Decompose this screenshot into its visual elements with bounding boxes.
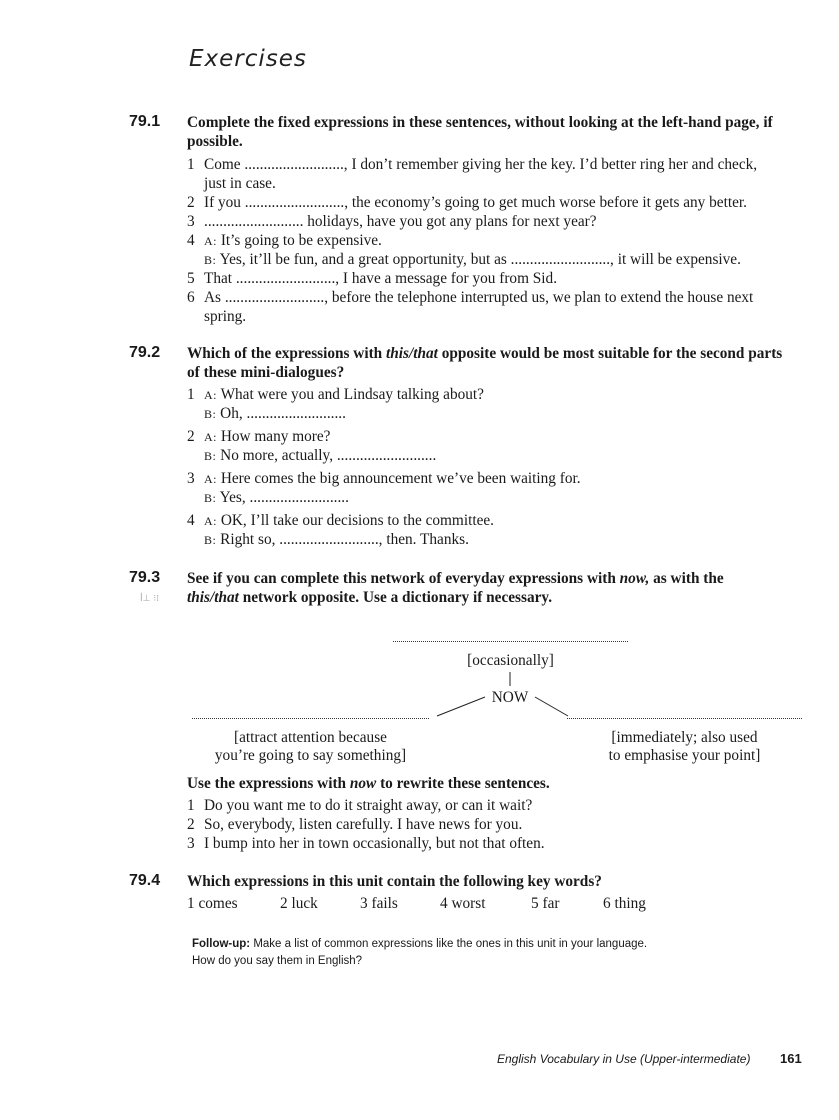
hint-left-2: you’re going to say something] bbox=[214, 747, 407, 764]
key-word: 3 fails bbox=[360, 895, 398, 912]
exercise-instruction: See if you can complete this network of everyday expressions with now, as with the this/that network opposite. Use a dictionary if necessary. bbox=[187, 570, 724, 606]
key-word: 6 thing bbox=[603, 895, 646, 912]
rewrite-instruction: Use the expressions with now to rewrite these sentences. bbox=[187, 775, 550, 792]
margin-icon: ꟾ⊥ ⁝⁞ bbox=[140, 594, 160, 604]
hint-right-1: [immediately; also used bbox=[611, 729, 758, 746]
page-number: 161 bbox=[780, 1051, 802, 1066]
network-center: NOW bbox=[491, 689, 529, 706]
list-item: 3 .......................... holidays, have you got any plans for next year? bbox=[187, 213, 597, 230]
key-word: 4 worst bbox=[440, 895, 486, 912]
footer-book-title: English Vocabulary in Use (Upper-intermediate) bbox=[497, 1052, 751, 1066]
hint-left-1: [attract attention because bbox=[234, 729, 387, 746]
list-item: 1 Come .........................., I don’t remember giving her the key. I’d better ring her and check, bbox=[187, 156, 758, 173]
hint-right-2: to emphasise your point] bbox=[608, 747, 761, 764]
exercise-instruction: Complete the fixed expressions in these sentences, without looking at the left-hand page, if possible. bbox=[187, 114, 773, 150]
dialogue-b: B: No more, actually, .......................... bbox=[204, 447, 437, 464]
follow-up: Follow-up: Make a list of common expressions like the ones in this unit in your language. How do you say them in English? bbox=[192, 938, 648, 967]
list-item-reply: B: Yes, it’ll be fun, and a great opportunity, but as .........................., it will be expensive. bbox=[204, 251, 741, 268]
list-item: 2 So, everybody, listen carefully. I have news for you. bbox=[187, 816, 523, 833]
list-item: 1 Do you want me to do it straight away, or can it wait? bbox=[187, 797, 533, 814]
list-item: 6 As .........................., before the telephone interrupted us, we plan to extend the house next bbox=[187, 289, 754, 306]
exercise-number: 79.4 bbox=[129, 872, 161, 889]
key-word: 5 far bbox=[531, 895, 560, 912]
key-word: 2 luck bbox=[280, 895, 318, 912]
exercise-number: 79.1 bbox=[129, 113, 161, 130]
exercise-instruction: Which of the expressions with this/that opposite would be most suitable for the second parts of these mini-dialogues? bbox=[187, 345, 783, 381]
dialogue-b: B: Yes, .......................... bbox=[204, 489, 349, 506]
answer-line-left bbox=[192, 718, 429, 719]
hint-top: [occasionally] bbox=[467, 652, 554, 669]
dialogue-a: 3 A: Here comes the big announcement we’ve been waiting for. bbox=[187, 470, 581, 487]
list-item: 4 A: It’s going to be expensive. bbox=[187, 232, 382, 249]
answer-line-right bbox=[567, 718, 802, 719]
exercise-number: 79.2 bbox=[129, 344, 161, 361]
list-item: 3 I bump into her in town occasionally, but not that often. bbox=[187, 835, 545, 852]
list-item: 2 If you .........................., the economy’s going to get much worse before it gets any better. bbox=[187, 194, 747, 211]
dialogue-b: B: Oh, .......................... bbox=[204, 405, 346, 422]
exercise-number: 79.3 bbox=[129, 569, 161, 586]
key-word: 1 comes bbox=[187, 895, 238, 912]
page-title: Exercises bbox=[189, 46, 307, 72]
dialogue-a: 4 A: OK, I’ll take our decisions to the committee. bbox=[187, 512, 494, 529]
exercise-instruction: Which expressions in this unit contain the following key words? bbox=[187, 873, 602, 890]
dialogue-b: B: Right so, .........................., then. Thanks. bbox=[204, 531, 469, 548]
dialogue-a: 2 A: How many more? bbox=[187, 428, 331, 445]
dialogue-a: 1 A: What were you and Lindsay talking about? bbox=[187, 386, 484, 403]
list-item: 5 That .........................., I have a message for you from Sid. bbox=[187, 270, 558, 287]
list-item-continuation: just in case. bbox=[204, 175, 276, 192]
list-item-continuation: spring. bbox=[204, 308, 247, 325]
